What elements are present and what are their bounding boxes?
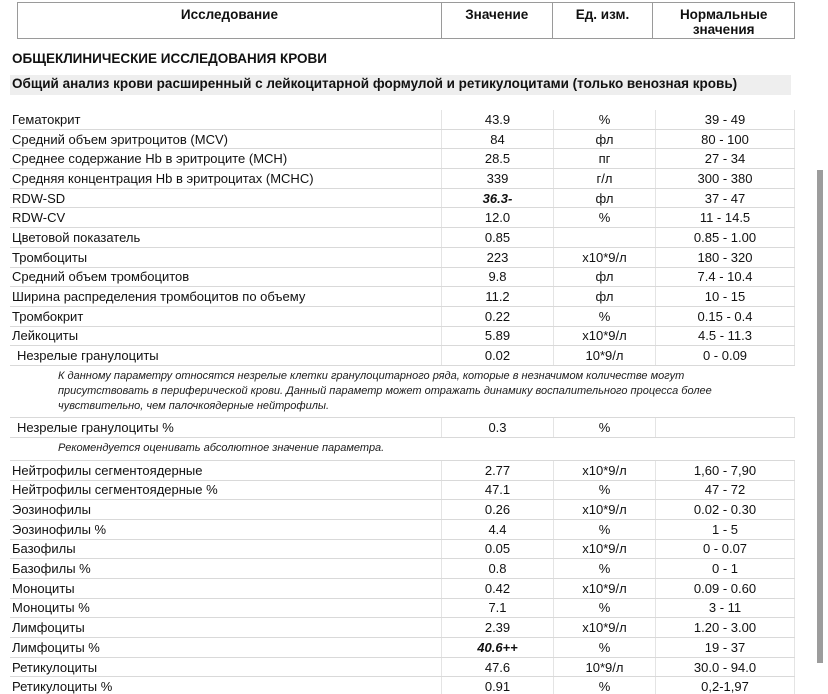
cell-value [441, 228, 553, 247]
cell-unit-text: % [598, 561, 611, 577]
cell-normal [655, 658, 795, 677]
cell-test [10, 268, 441, 287]
row-note: Рекомендуется оценивать абсолютное значение параметра. [10, 438, 795, 461]
cell-normal-text: 7.4 - 10.4 [697, 269, 753, 285]
cell-unit [553, 287, 655, 306]
cell-unit [553, 228, 655, 247]
cell-unit-text: пг [598, 151, 611, 167]
cell-normal-text: 1,60 - 7,90 [693, 462, 757, 478]
cell-test [10, 638, 441, 657]
cell-test [10, 481, 441, 500]
cell-test [10, 287, 441, 306]
cell-test [10, 579, 441, 598]
cell-test [10, 130, 441, 149]
cell-unit-text: % [598, 111, 611, 127]
cell-value [441, 500, 553, 519]
cell-normal [655, 500, 795, 519]
table-row [10, 149, 795, 169]
cell-test-text: Моноциты [12, 580, 75, 596]
cell-value [441, 169, 553, 188]
cell-normal [655, 169, 795, 188]
cell-unit-text: % [598, 521, 611, 537]
cell-normal-text: 0 - 1 [711, 561, 738, 577]
cell-unit-text: х10*9/л [582, 328, 627, 344]
cell-test-text: Нейтрофилы сегментоядерные [12, 462, 203, 478]
cell-unit [553, 208, 655, 227]
cell-test-text: Эозинофилы % [12, 521, 107, 537]
cell-unit [553, 346, 655, 365]
cell-normal [655, 540, 795, 559]
cell-normal [655, 638, 795, 657]
cell-test-text: Эозинофилы [12, 502, 91, 518]
cell-test-text: Средний объем эритроцитов (MCV) [12, 131, 228, 147]
cell-unit [553, 540, 655, 559]
cell-unit-text: фл [595, 131, 614, 147]
section-title: ОБЩЕКЛИНИЧЕСКИЕ ИССЛЕДОВАНИЯ КРОВИ [12, 51, 327, 66]
cell-value-text: 2.39 [484, 620, 511, 636]
cell-normal [655, 559, 795, 578]
cell-test [10, 149, 441, 168]
cell-test-text: Тромбокрит [12, 308, 84, 324]
cell-test-text: RDW-SD [12, 190, 66, 206]
cell-normal [655, 130, 795, 149]
cell-value-text: 43.9 [484, 111, 511, 127]
cell-test [10, 346, 441, 365]
cell-value-text: 2.77 [484, 462, 511, 478]
cell-normal-text: 27 - 34 [704, 151, 746, 167]
cell-test [10, 208, 441, 227]
cell-unit-text: х10*9/л [582, 502, 627, 518]
vertical-scrollbar-thumb[interactable] [817, 170, 823, 663]
cell-test [10, 599, 441, 618]
cell-normal [655, 268, 795, 287]
cell-normal [655, 307, 795, 326]
cell-value [441, 638, 553, 657]
table-row [10, 130, 795, 150]
cell-value [441, 287, 553, 306]
cell-value [441, 579, 553, 598]
cell-unit [553, 618, 655, 637]
table-header [17, 2, 795, 39]
table-row [10, 559, 795, 579]
cell-unit [553, 677, 655, 694]
cell-normal-text: 11 - 14.5 [699, 210, 751, 226]
cell-value [441, 327, 553, 346]
cell-test [10, 520, 441, 539]
cell-unit [553, 149, 655, 168]
cell-unit [553, 307, 655, 326]
table-row [10, 481, 795, 501]
cell-test-text: Ретикулоциты [12, 659, 98, 675]
cell-normal [655, 228, 795, 247]
table-row [10, 110, 795, 130]
table-row [10, 287, 795, 307]
column-header-normal-values: Нормальные значения [652, 3, 794, 38]
table-row [10, 658, 795, 678]
cell-value [441, 540, 553, 559]
cell-value [441, 418, 553, 437]
cell-unit [553, 268, 655, 287]
cell-value [441, 461, 553, 480]
table-row [10, 169, 795, 189]
cell-unit-text: фл [595, 289, 614, 305]
cell-value-text: 28.5 [484, 151, 511, 167]
cell-unit-text: х10*9/л [582, 541, 627, 557]
cell-unit [553, 559, 655, 578]
cell-value [441, 130, 553, 149]
cell-normal [655, 327, 795, 346]
cell-normal [655, 579, 795, 598]
table-row [10, 418, 795, 438]
cell-test [10, 228, 441, 247]
cell-normal-text: 0.09 - 0.60 [693, 580, 757, 596]
cell-normal [655, 208, 795, 227]
cell-unit [553, 638, 655, 657]
cell-value [441, 248, 553, 267]
cell-normal-text: 180 - 320 [697, 249, 753, 265]
table-row [10, 228, 795, 248]
table-row [10, 579, 795, 599]
cell-value [441, 559, 553, 578]
cell-unit-text: % [598, 420, 611, 436]
cell-value-text: 0.26 [484, 502, 511, 518]
table-row [10, 520, 795, 540]
cell-unit [553, 169, 655, 188]
cell-normal-text: 0 - 0.07 [702, 541, 748, 557]
cell-normal-text: 3 - 11 [708, 600, 742, 616]
cell-unit-text: % [598, 600, 611, 616]
cell-unit-text: х10*9/л [582, 580, 627, 596]
cell-test [10, 500, 441, 519]
cell-normal-text: 1 - 5 [711, 521, 738, 537]
cell-normal-text: 0.15 - 0.4 [697, 308, 753, 324]
cell-test-text: Базофилы [12, 541, 76, 557]
cell-unit-text: х10*9/л [582, 249, 627, 265]
cell-test-text: Лейкоциты [12, 328, 79, 344]
cell-normal-text: 19 - 37 [704, 639, 746, 655]
panel-title: Общий анализ крови расширенный с лейкоцитарной формулой и ретикулоцитами (только венозная кровь) [10, 75, 791, 95]
cell-test-text: Средняя концентрация Hb в эритроцитах (MCHC) [12, 170, 314, 186]
cell-value [441, 599, 553, 618]
cell-test-text: Незрелые гранулоциты [17, 348, 159, 364]
cell-value-text: 12.0 [484, 210, 511, 226]
cell-value-text: 0.42 [484, 580, 511, 596]
cell-normal-text: 0,2-1,97 [701, 679, 749, 694]
cell-unit-text: % [598, 679, 611, 694]
cell-test [10, 327, 441, 346]
column-header-units: Ед. изм. [552, 3, 653, 38]
cell-value-text: 0.02 [484, 348, 511, 364]
cell-value-text: 223 [486, 249, 509, 265]
cell-test-text: Средний объем тромбоцитов [12, 269, 190, 285]
cell-unit-text: % [598, 639, 611, 655]
cell-value-text: 0.22 [484, 308, 511, 324]
cell-test [10, 658, 441, 677]
cell-value-text: 11.2 [485, 289, 510, 305]
table-row [10, 638, 795, 658]
cell-unit [553, 130, 655, 149]
cell-test-text: Незрелые гранулоциты % [17, 420, 174, 436]
cell-normal-text: 10 - 15 [704, 289, 746, 305]
cell-unit-text: 10*9/л [585, 348, 624, 364]
cell-normal-text: 47 - 72 [704, 482, 746, 498]
table-row [10, 500, 795, 520]
table-row [10, 327, 795, 347]
cell-unit-text: х10*9/л [582, 620, 627, 636]
table-row [10, 208, 795, 228]
cell-value-text: 0.3 [488, 420, 507, 436]
cell-normal-text: 0.85 - 1.00 [693, 229, 757, 245]
table-row [10, 540, 795, 560]
cell-normal [655, 481, 795, 500]
cell-normal [655, 418, 795, 437]
table-row [10, 599, 795, 619]
cell-value [441, 677, 553, 694]
cell-value-text: 0.91 [484, 679, 511, 694]
cell-test-text: Ширина распределения тромбоцитов по объему [12, 289, 306, 305]
cell-value [441, 268, 553, 287]
cell-value [441, 307, 553, 326]
cell-normal [655, 520, 795, 539]
cell-unit [553, 579, 655, 598]
cell-unit [553, 500, 655, 519]
table-row [10, 677, 795, 694]
cell-unit [553, 461, 655, 480]
cell-unit-text: фл [595, 269, 614, 285]
cell-test-text: Среднее содержание Hb в эритроците (MCH) [12, 151, 288, 167]
cell-value [441, 658, 553, 677]
cell-test [10, 307, 441, 326]
cell-unit [553, 481, 655, 500]
cell-value-text: 40.6++ [477, 639, 518, 655]
cell-test-text: Лимфоциты % [12, 639, 100, 655]
cell-unit [553, 327, 655, 346]
cell-unit-text: % [598, 482, 611, 498]
table-row [10, 346, 795, 366]
cell-test-text: RDW-CV [12, 210, 66, 226]
cell-normal-text: 37 - 47 [704, 190, 746, 206]
cell-normal-text: 1.20 - 3.00 [693, 620, 757, 636]
cell-test-text: Лимфоциты [12, 620, 85, 636]
column-header-value: Значение [441, 3, 552, 38]
cell-test [10, 248, 441, 267]
cell-value-text: 5.89 [484, 328, 511, 344]
cell-test [10, 677, 441, 694]
cell-normal-text: 39 - 49 [704, 111, 746, 127]
cell-test [10, 110, 441, 129]
cell-value [441, 208, 553, 227]
cell-test-text: Базофилы % [12, 561, 91, 577]
cell-test [10, 189, 441, 208]
cell-normal-text: 300 - 380 [697, 170, 753, 186]
cell-unit-text: фл [595, 190, 614, 206]
cell-unit [553, 520, 655, 539]
cell-value [441, 189, 553, 208]
cell-value [441, 481, 553, 500]
table-row [10, 307, 795, 327]
results-table-body [10, 110, 795, 694]
cell-value-text: 47.1 [484, 482, 511, 498]
cell-normal [655, 149, 795, 168]
table-row [10, 189, 795, 209]
cell-test-text: Цветовой показатель [12, 229, 141, 245]
cell-unit-text: % [598, 210, 611, 226]
cell-test-text: Ретикулоциты % [12, 679, 113, 694]
cell-normal [655, 248, 795, 267]
cell-normal-text: 4.5 - 11.3 [698, 328, 752, 344]
cell-test [10, 169, 441, 188]
cell-value [441, 149, 553, 168]
cell-normal [655, 618, 795, 637]
cell-value-text: 4.4 [488, 521, 507, 537]
table-row [10, 461, 795, 481]
cell-value [441, 618, 553, 637]
table-row [10, 248, 795, 268]
cell-unit-text: х10*9/л [582, 462, 627, 478]
cell-unit [553, 418, 655, 437]
cell-value-text: 0.05 [484, 541, 511, 557]
table-row [10, 618, 795, 638]
cell-test-text: Нейтрофилы сегментоядерные % [12, 482, 218, 498]
cell-value [441, 520, 553, 539]
cell-test [10, 559, 441, 578]
row-note: К данному параметру относятся незрелые клетки гранулоцитарного ряда, которые в незначимом количестве могут присутствовать в периферической крови. Данный параметр может отражать динамику воспалительного процесса более чувствительно, чем палочкоядерные нейтрофилы. [10, 366, 795, 418]
cell-unit [553, 248, 655, 267]
cell-test-text: Гематокрит [12, 111, 81, 127]
cell-unit [553, 110, 655, 129]
cell-normal [655, 599, 795, 618]
cell-unit-text: % [598, 308, 611, 324]
cell-normal [655, 189, 795, 208]
cell-value [441, 346, 553, 365]
cell-normal [655, 346, 795, 365]
cell-test [10, 418, 441, 437]
cell-normal [655, 110, 795, 129]
cell-normal-text: 0 - 0.09 [702, 348, 748, 364]
table-row [10, 268, 795, 288]
cell-value-text: 84 [490, 131, 505, 147]
cell-value-text: 7.1 [488, 600, 507, 616]
cell-normal [655, 287, 795, 306]
cell-value-text: 47.6 [484, 659, 511, 675]
cell-test-text: Тромбоциты [12, 249, 88, 265]
cell-test-text: Моноциты % [12, 600, 90, 616]
cell-unit-text: 10*9/л [585, 659, 624, 675]
cell-normal-text: 0.02 - 0.30 [693, 502, 757, 518]
cell-normal-text: 30.0 - 94.0 [693, 659, 757, 675]
cell-value-text: 339 [486, 170, 509, 186]
cell-unit [553, 189, 655, 208]
cell-value-text: 36.3- [482, 190, 513, 206]
cell-value-text: 0.85 [484, 229, 511, 245]
column-header-test: Исследование [180, 7, 278, 22]
cell-test [10, 618, 441, 637]
cell-normal [655, 677, 795, 694]
cell-test [10, 540, 441, 559]
cell-value-text: 9.8 [488, 269, 507, 285]
cell-unit [553, 658, 655, 677]
cell-value [441, 110, 553, 129]
cell-value-text: 0.8 [488, 561, 507, 577]
cell-normal-text: 80 - 100 [701, 131, 749, 147]
cell-unit [553, 599, 655, 618]
cell-unit-text: г/л [596, 170, 613, 186]
cell-normal [655, 461, 795, 480]
cell-test [10, 461, 441, 480]
